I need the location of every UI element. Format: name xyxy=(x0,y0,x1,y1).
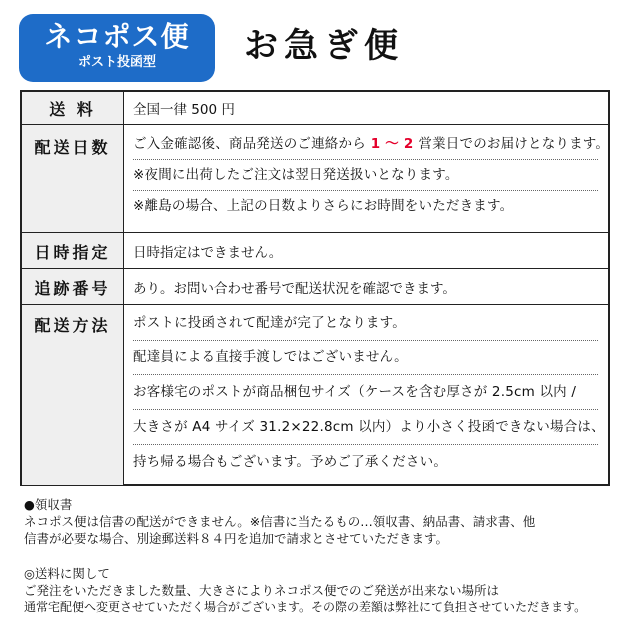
shipping-info-table xyxy=(20,90,610,486)
value-shipping-fee: 全国一律 500 円 xyxy=(133,102,235,118)
value-date-specification: 日時指定はできません。 xyxy=(133,245,283,261)
label-date-specification: 日時指定 xyxy=(22,233,124,269)
value-tracking-number: あり。お問い合わせ番号で配送状況を確認できます。 xyxy=(133,281,456,297)
receipt-title: ●領収書 xyxy=(24,497,73,512)
receipt-line-1: ネコポス便は信書の配送ができません。※信書に当たるもの…領収書、納品書、請求書、他 xyxy=(24,514,536,529)
delivery-days-line-1: ご入金確認後、商品発送のご連絡から 1 ～ 2 営業日でのお届けとなります。 xyxy=(133,129,598,160)
delivery-days-line-2: ※夜間に出荷したご注文は翌日発送扱いとなります。 xyxy=(133,160,598,191)
delivery-method-line-4: 大きさが A4 サイズ 31.2×22.8cm 以内）より小さく投函できない場合は、 xyxy=(133,410,598,445)
label-tracking-number: 追跡番号 xyxy=(22,269,124,305)
delivery-method-line-2: 配達員による直接手渡しではございません。 xyxy=(133,341,598,375)
delivery-method-line-3: お客様宅のポストが商品梱包サイズ（ケースを含む厚さが 2.5cm 以内 / xyxy=(133,375,598,410)
delivery-method-line-5: 持ち帰る場合もございます。予めご了承ください。 xyxy=(133,454,448,470)
row-tracking-number xyxy=(22,268,608,305)
label-delivery-days: 配送日数 xyxy=(22,125,124,233)
shipping-note-line-2: 通常宅配便へ変更させていただく場合がございます。その際の差額は弊社にて負担させていただきます。 xyxy=(24,600,587,614)
badge-main-text: ネコポス便 xyxy=(44,20,190,53)
shipping-note-line-1: ご発注をいただきました数量、大きさによりネコポス便でのご発送が出来ない場所は xyxy=(24,583,500,598)
delivery-days-line-3: ※離島の場合、上記の日数よりさらにお時間をいただきます。 xyxy=(133,198,514,214)
page-title: お急ぎ便 xyxy=(244,26,404,66)
business-days-highlight: 1 ～ 2 xyxy=(365,136,419,152)
notes-section xyxy=(24,496,624,616)
row-delivery-days xyxy=(22,124,608,233)
row-shipping-fee xyxy=(22,92,608,124)
nekopos-badge xyxy=(19,14,215,82)
row-delivery-method xyxy=(22,304,608,485)
label-delivery-method: 配送方法 xyxy=(22,305,124,485)
receipt-line-2: 信書が必要な場合、別途郵送料８４円を追加で請求とさせていただきます。 xyxy=(24,531,449,546)
row-date-specification xyxy=(22,232,608,269)
delivery-method-line-1: ポストに投函されて配達が完了となります。 xyxy=(133,307,598,341)
badge-sub-text: ポスト投函型 xyxy=(77,55,156,70)
label-shipping-fee: 送 料 xyxy=(22,92,124,124)
shipping-note-title: ◎送料に関して xyxy=(24,566,110,581)
